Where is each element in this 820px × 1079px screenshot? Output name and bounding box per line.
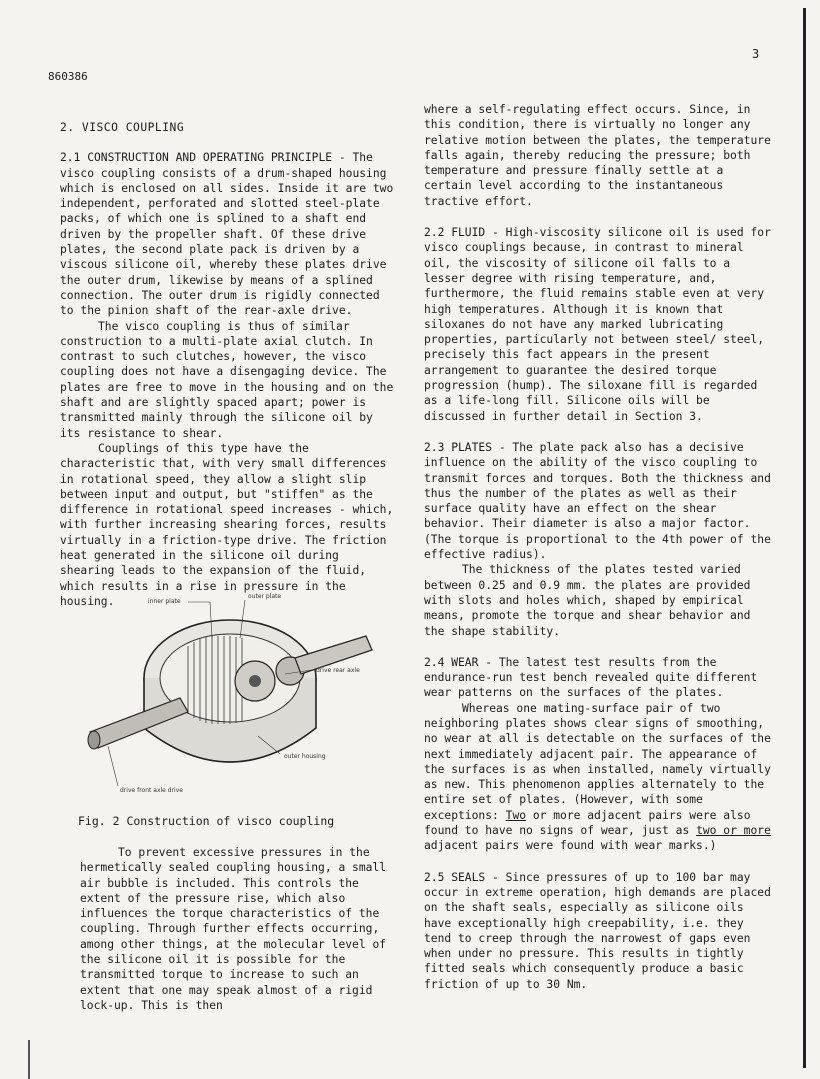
paragraph-plate-thickness: The thickness of the plates tested varied between 0.25 and 0.9 mm. the plates are provided with slots and holes which, shaped by empirical means, promote the torque and shear behavior and the shape stability. xyxy=(424,563,751,638)
figure-visco-coupling xyxy=(80,586,380,806)
paragraph-pressure: To prevent excessive pressures in the hermetically sealed coupling housing, a small air bubble is included. This controls the extent of the pressure rise, which also influences the torque characteristics of the coupling. Through further effects occurring, among other things, at the molecular level of the silicone oil it is possible for the transmitted torque to increase to such an extent that one may speak almost of a rigid lock-up. This is then xyxy=(80,846,387,1012)
wear-underline-two: Two xyxy=(505,808,527,822)
section-title: 2. VISCO COUPLING xyxy=(60,121,185,134)
label-outer-plate: outer plate xyxy=(248,593,282,600)
left-bottom-paragraph-block xyxy=(80,845,400,1013)
right-column xyxy=(424,102,776,992)
paragraph-couplings: Couplings of this type have the characteristic that, with very small differences in rotational speed, they allow a slight slip between input and output, but "stiffen" as the difference in rotational speed increases - which, with further increasing shearing forces, results virtually in a friction-type drive. The friction heat generated in the silicone oil during shearing leads to the expansion of the fluid, which results in a rise in pressure in the housing. xyxy=(60,441,394,608)
left-column xyxy=(60,120,395,609)
label-inner-plate: inner plate xyxy=(148,598,181,605)
page-number: 3 xyxy=(752,47,760,61)
wear-text-2: or more adjacent pairs were also found to have no signs of wear, just as xyxy=(424,808,751,838)
scan-edge xyxy=(803,8,806,1068)
paragraph-self-regulating: where a self-regulating effect occurs. Since, in this condition, there is virtually no longer any relative motion between the plates, the temperature falls again, thereby reducing the pressure; both temperature and pressure finally settle at a certain level according to the instantaneous tractive effort. xyxy=(424,103,771,208)
label-drive-rear: drive rear axle xyxy=(316,667,360,674)
wear-text-3: adjacent pairs were found with wear marks.) xyxy=(424,839,717,853)
section-seals: 2.5 SEALS - Since pressures of up to 100 bar may occur in extreme operation, high demands are placed on the shaft seals, especially as silicone oils have exceptionally high creepability, i.e. they tend to creep through the narrowest of gaps even when under no pressure. This results in tightly fitted seals which consequently produce a basic friction of up to 30 Nm. xyxy=(424,870,771,991)
wear-text-1: Whereas one mating-surface pair of two neighboring plates shows clear signs of smoothing, no wear at all is detectable on the surfaces of the next immediately adjacent pair. The appearance of the surfaces is as when installed, namely virtually as new. This phenomenon applies alternately to the entire set of plates. (However, with some exceptions: xyxy=(424,701,771,822)
section-plates: 2.3 PLATES - The plate pack also has a decisive influence on the ability of the visco coupling to transmit forces and torques. Both the thickness and thus the number of the plates as well as their surface quality have an effect on the shear behavior. Their diameter is also a major factor. (The torque is proportional to the 4th power of the effective radius). xyxy=(424,440,771,562)
scan-edge-left xyxy=(28,1040,30,1079)
paragraph-construction: 2.1 CONSTRUCTION AND OPERATING PRINCIPLE - The visco coupling consists of a drum-shaped housing which is enclosed on all sides. Inside it are two independent, perforated and slotted steel-plate packs, of which one is splined to a shaft end driven by the propeller shaft. Of these drive plates, the second plate pack is driven by a viscous silicone oil, whereby these plates drive the outer drum, likewise by means of a splined connection. The outer drum is rigidly connected to the pinion shaft of the rear-axle drive. xyxy=(60,151,394,318)
figure-caption: Fig. 2 Construction of visco coupling xyxy=(78,814,335,828)
wear-underline-two-or-more: two or more xyxy=(696,824,771,838)
paragraph-clutch: The visco coupling is thus of similar construction to a multi-plate axial clutch. In contrast to such clutches, however, the visco coupling does not have a disengaging device. The plates are free to move in the housing and on the shaft and are slightly spaced apart; power is transmitted mainly through the silicone oil by its resistance to shear. xyxy=(60,319,394,440)
section-wear: 2.4 WEAR - The latest test results from the endurance-run test bench revealed quite different wear patterns on the surfaces of the plates. xyxy=(424,655,758,700)
label-outer-housing: outer housing xyxy=(284,753,326,760)
document-id: 860386 xyxy=(48,70,88,83)
section-fluid: 2.2 FLUID - High-viscosity silicone oil is used for visco couplings because, in contrast to mineral oil, the viscosity of silicone oil falls to a lesser degree with rising temperature, and, furthermore, the fluid remains stable even at very high temperatures. Although it is known that siloxanes do not have any marked lubricating properties, particularly not between steel/ steel, precisely this fact appears in the present arrangement to guarantee the desired torque progression (hump). The siloxane fill is regarded as a life-long fill. Silicone oils will be discussed in further detail in Section 3. xyxy=(424,226,771,423)
label-drive-front: drive front axle drive xyxy=(120,787,183,794)
coupling-drawing xyxy=(80,586,380,806)
paragraph-wear-detail xyxy=(424,701,776,854)
